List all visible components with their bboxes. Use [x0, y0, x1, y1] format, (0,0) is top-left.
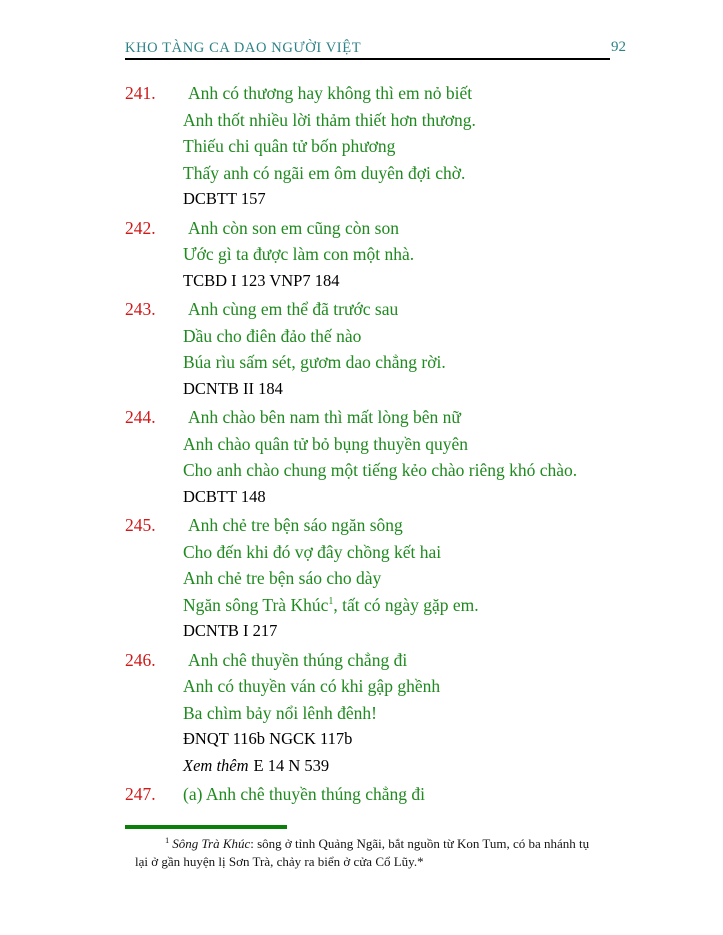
footnote-text: : sông ở tỉnh Quảng Ngãi, bắt nguồn từ Kon Tum, có ba nhánh tụ lại ở gần huyện lị Sơn Trà, chảy ra biển ở cửa Cổ Lũy.*	[135, 836, 590, 869]
footnote-marker: 1	[165, 834, 170, 845]
source-reference: DCBTT 157	[183, 189, 266, 208]
see-also-reference: E 14 N 539	[253, 755, 330, 775]
entry-body	[183, 80, 670, 213]
entry-number: 246.	[125, 649, 156, 670]
entry-242	[125, 215, 670, 295]
source-reference: TCBD I 123 VNP7 184	[183, 270, 340, 290]
entry-body	[183, 404, 670, 510]
verse-line: Anh còn son em cũng còn son	[188, 217, 399, 238]
entry-244	[125, 404, 670, 510]
verse-line: Thiếu chi quân tử bốn phương	[183, 136, 396, 156]
verse-line: Anh chê thuyền thúng chẳng đi	[188, 649, 408, 670]
entry-body	[183, 512, 670, 645]
book-title: KHO TÀNG CA DAO NGƯỜI VIỆT	[125, 40, 362, 56]
verse-line: Cho anh chào chung một tiếng kẻo chào riêng khó chào.	[183, 460, 578, 480]
verse-line: Ước gì ta được làm con một nhà.	[183, 244, 415, 264]
entry-body	[183, 296, 670, 402]
verse-line: Búa rìu sấm sét, gươm dao chẳng rời.	[183, 352, 446, 372]
page-number: 92	[611, 39, 626, 55]
verse-text: , tất có ngày gặp em.	[333, 594, 479, 615]
verse-line: Dầu cho điên đảo thế nào	[183, 325, 362, 346]
entry-body	[183, 647, 670, 780]
verse-line-with-footnote	[183, 592, 670, 619]
see-also-note	[183, 753, 670, 780]
verse-line: Anh chào bên nam thì mất lòng bên nữ	[188, 407, 461, 427]
verse-line: Anh cùng em thể đã trước sau	[188, 299, 399, 319]
verse-line: Anh chẻ tre bện sáo ngăn sông	[188, 515, 403, 535]
footnote-term: Sông Trà Khúc	[172, 836, 251, 851]
entry-number: 243.	[125, 299, 156, 319]
source-reference: DCBTT 148	[183, 486, 266, 506]
see-also-label: Xem thêm	[183, 755, 249, 775]
verse-line: Anh chẻ tre bện sáo cho dày	[183, 568, 382, 588]
source-reference: ĐNQT 116b NGCK 117b	[183, 729, 353, 748]
entry-body	[183, 215, 670, 295]
entry-number: 242.	[125, 217, 156, 238]
verse-line: Ba chìm bảy nổi lênh đênh!	[183, 702, 377, 723]
verse-line: Anh thốt nhiều lời thảm thiết hơn thương.	[183, 109, 476, 130]
footnote-separator	[125, 825, 287, 829]
verse-line: Cho đến khi đó vợ đây chồng kết hai	[183, 541, 442, 562]
verse-line: (a) Anh chê thuyền thúng chẳng đi	[183, 784, 426, 804]
verse-line: Anh có thuyền ván có khi gập ghềnh	[183, 676, 441, 696]
entry-246	[125, 647, 670, 780]
entry-243	[125, 296, 670, 402]
footnote-ref-superscript: 1	[328, 595, 334, 607]
verse-text: Ngăn sông Trà Khúc	[183, 594, 329, 615]
source-reference: DCNTB II 184	[183, 378, 283, 398]
verse-line: Thấy anh có ngãi em ôm duyên đợi chờ.	[183, 162, 466, 183]
footnote	[135, 835, 597, 870]
header-rule	[125, 58, 610, 60]
entry-245	[125, 512, 670, 645]
source-reference: DCNTB I 217	[183, 621, 278, 640]
entry-number: 247.	[125, 784, 156, 804]
verse-line: Anh chào quân tử bỏ bụng thuyền quyên	[183, 433, 469, 454]
entry-241	[125, 80, 670, 213]
entry-number: 244.	[125, 407, 156, 427]
entry-number: 245.	[125, 515, 156, 535]
entries-list	[125, 80, 670, 810]
entry-number: 241.	[125, 83, 156, 103]
verse-line: Anh có thương hay không thì em nỏ biết	[188, 83, 473, 103]
entry-247	[125, 781, 670, 808]
entry-body	[183, 781, 670, 808]
